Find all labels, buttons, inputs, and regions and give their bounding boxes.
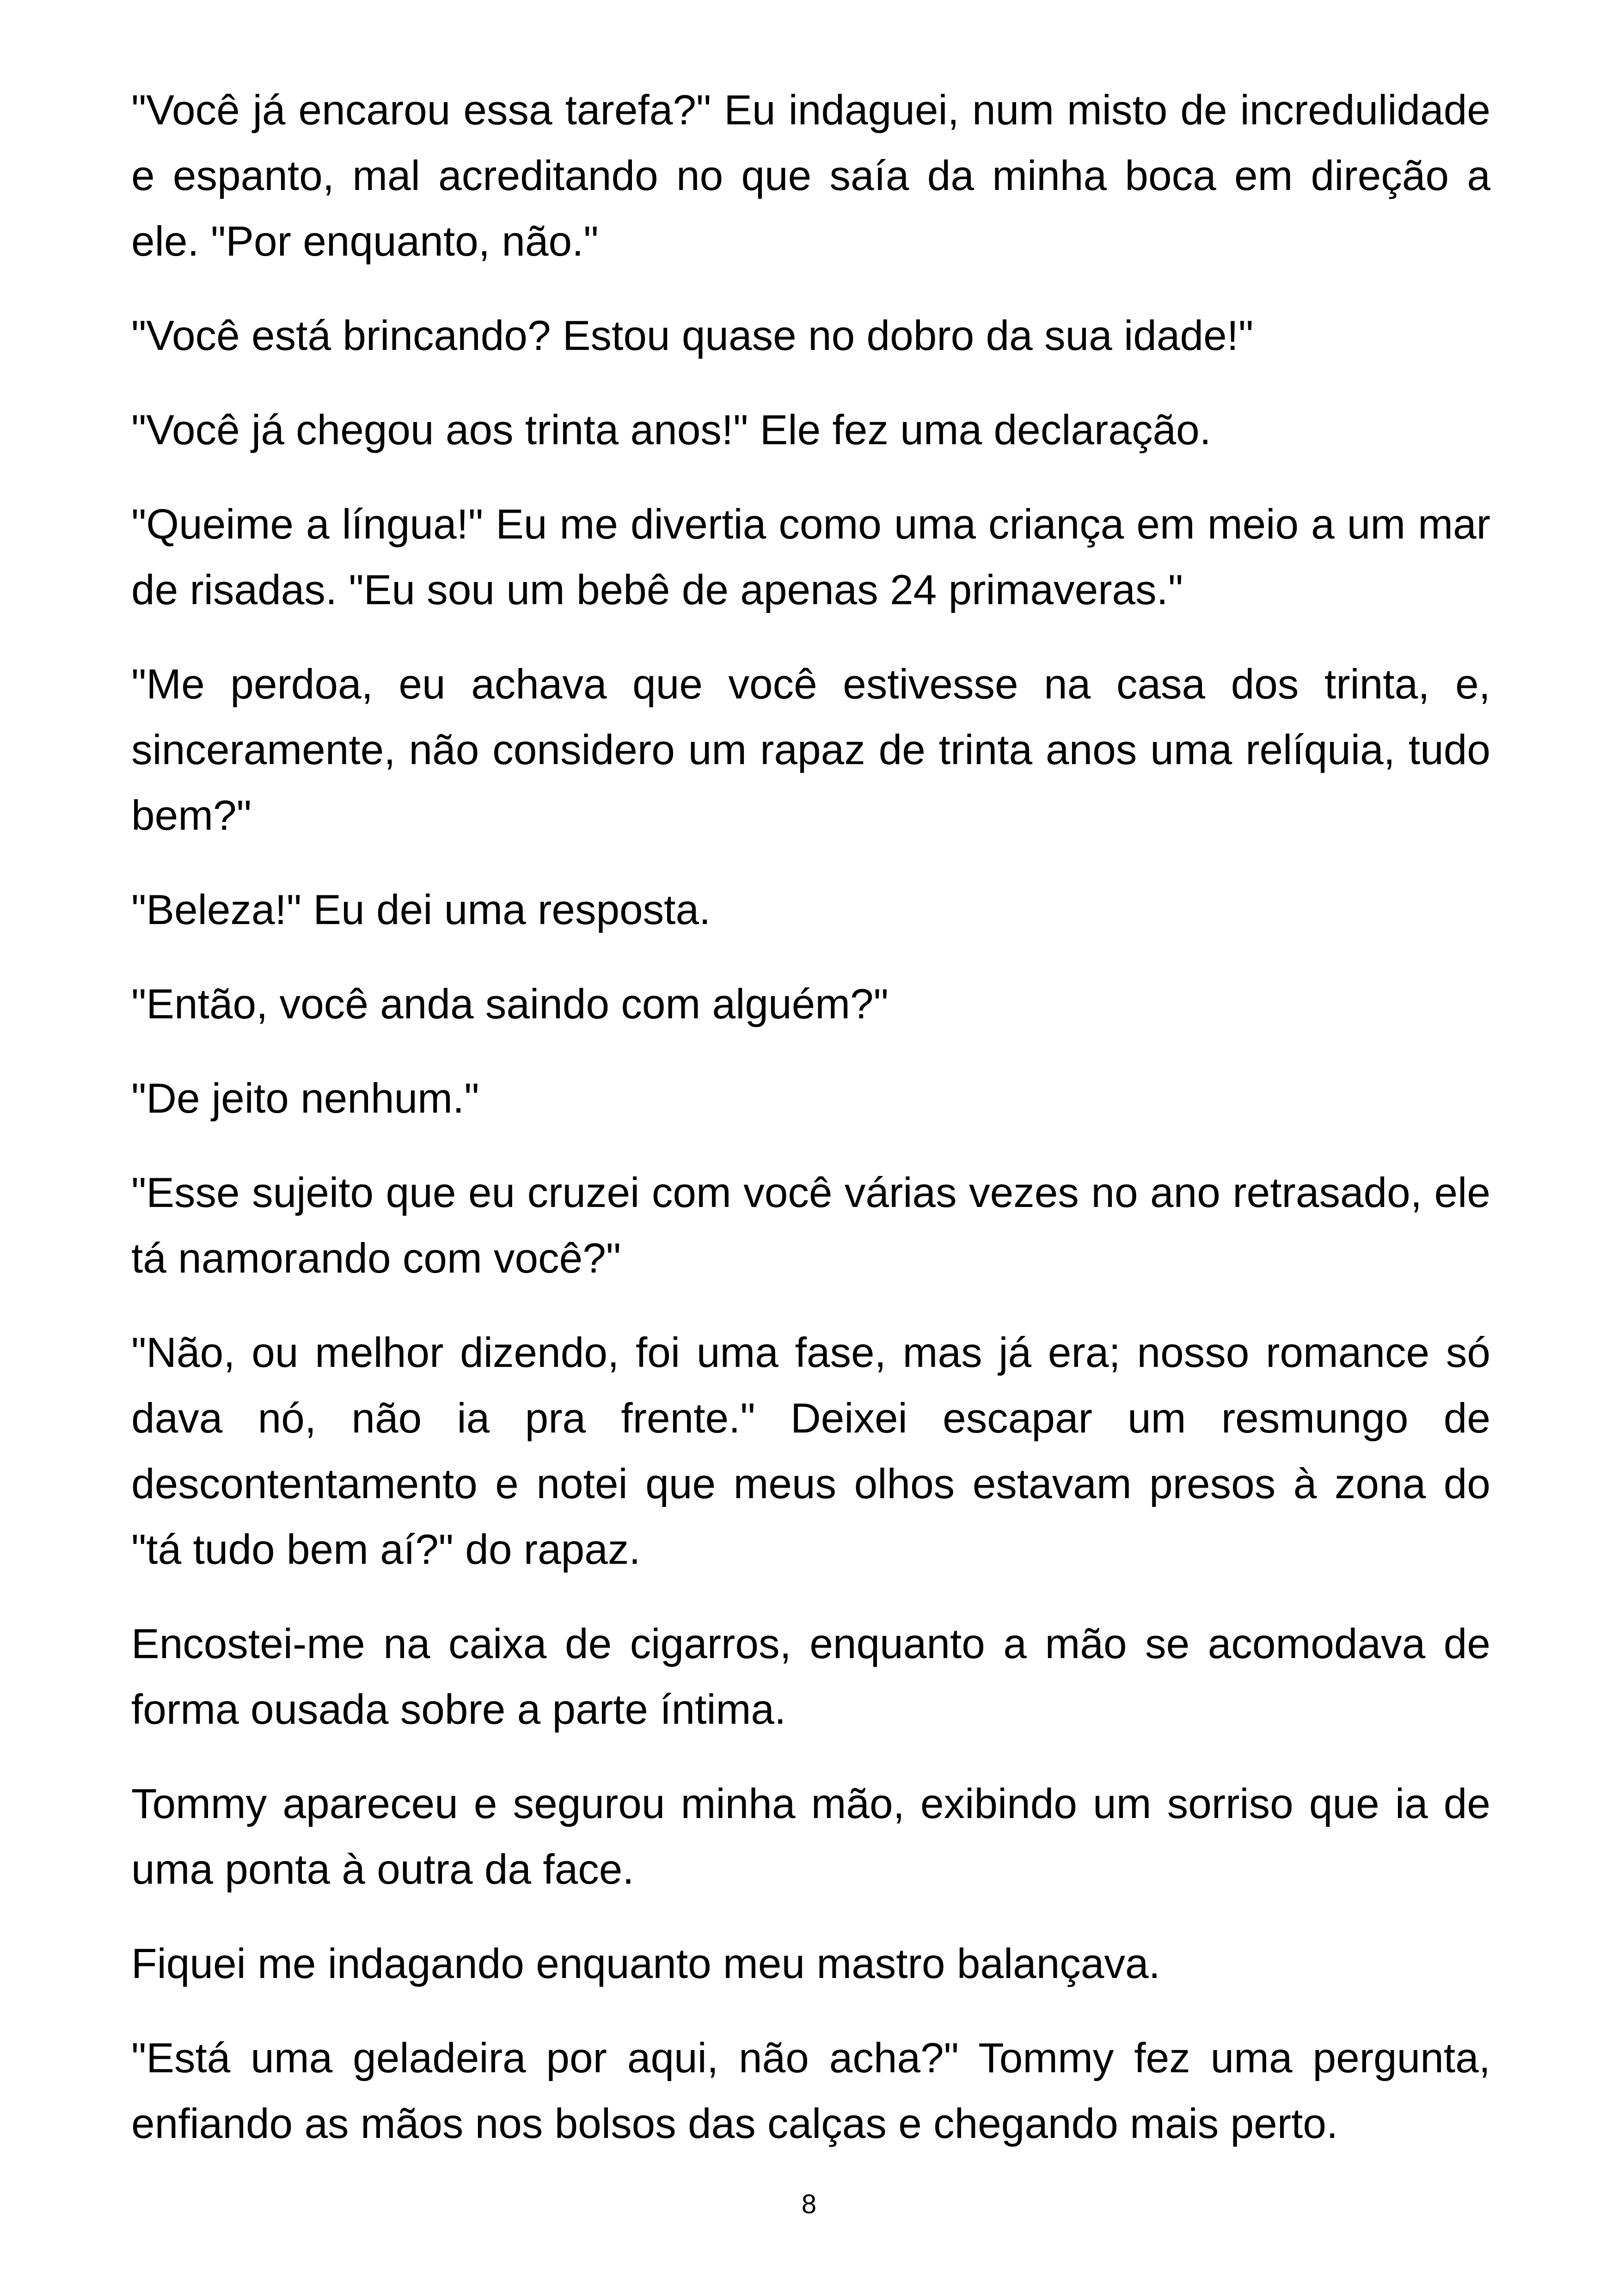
paragraph-10: "Não, ou melhor dizendo, foi uma fase, mas já era; nosso romance só dava nó, não ia pra frente." Deixei escapar um resmungo de descontentamento e notei que meus olhos estavam presos à zona do "tá tudo bem aí?" do rapaz. [131,1329,1490,1573]
paragraph-7: "Então, você anda saindo com alguém?" [131,981,889,1028]
paragraph-2: "Você está brincando? Estou quase no dobro da sua idade!" [131,312,1254,359]
body-text [131,78,1490,2186]
paragraph-8: "De jeito nenhum." [131,1075,479,1122]
paragraph-1: "Você já encarou essa tarefa?" Eu indaguei, num misto de incredulidade e espanto, mal acreditando no que saía da minha boca em direção a ele. "Por enquanto, não." [131,87,1490,265]
paragraph-13: Fiquei me indagando enquanto meu mastro balançava. [131,1941,1160,1987]
paragraph-4: "Queime a língua!" Eu me divertia como uma criança em meio a um mar de risadas. "Eu sou um bebê de apenas 24 primaveras." [131,501,1490,613]
paragraph-12: Tommy apareceu e segurou minha mão, exibindo um sorriso que ia de uma ponta à outra da face. [131,1781,1490,1893]
paragraph-5: "Me perdoa, eu achava que você estivesse na casa dos trinta, e, sinceramente, não considero um rapaz de trinta anos uma relíquia, tudo bem?" [131,661,1490,839]
paragraph-6: "Beleza!" Eu dei uma resposta. [131,887,711,933]
paragraph-9: "Esse sujeito que eu cruzei com você várias vezes no ano retrasado, ele tá namorando com você?" [131,1169,1490,1282]
paragraph-3: "Você já chegou aos trinta anos!" Ele fez uma declaração. [131,407,1211,453]
paragraph-14: "Está uma geladeira por aqui, não acha?" Tommy fez uma pergunta, enfiando as mãos nos bolsos das calças e chegando mais perto. [131,2035,1490,2147]
paragraph-11: Encostei-me na caixa de cigarros, enquanto a mão se acomodava de forma ousada sobre a parte íntima. [131,1621,1490,1733]
page-number: 8 [801,2189,817,2219]
